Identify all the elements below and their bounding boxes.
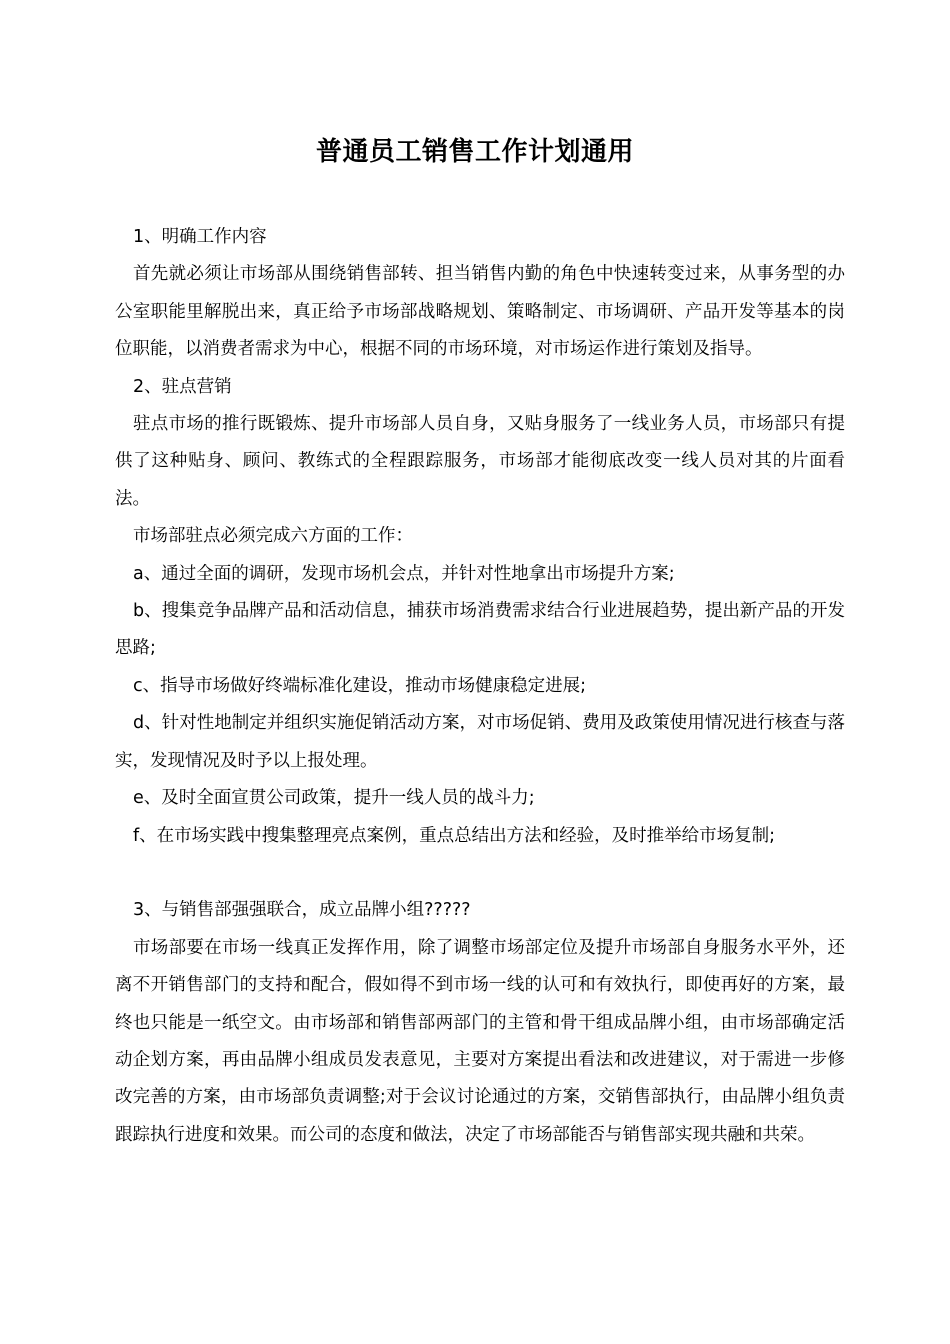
page-title: 普通员工销售工作计划通用 [315,137,634,167]
section-heading-1: 1、明确工作内容 [133,227,267,247]
list-item-e: e、及时全面宣贯公司政策，提升一线人员的战斗力; [133,788,535,809]
section-heading-2: 2、驻点营销 [133,376,232,397]
list-item-d: d、针对性地制定并组织实施促销活动方案，对市场促销、费用及政策使用情况进行核查与落实，发现情况及时予以上报处理。 [115,713,845,771]
paragraph: 首先就必须让市场部从围绕销售部转、担当销售内勤的角色中快速转变过来，从事务型的办公室职能里解脱出来，真正给予市场部战略规划、策略制定、市场调研、产品开发等基本的岗位职能，以消费者需求为中心，根据不同的市场环境，对市场运作进行策划及指导。 [115,264,845,360]
section-heading-3: 3、与销售部强强联合，成立品牌小组????? [133,900,471,921]
list-item-c: c、指导市场做好终端标准化建设，推动市场健康稳定进展; [133,675,587,696]
list-item-f: f、在市场实践中搜集整理亮点案例，重点总结出方法和经验，及时推举给市场复制; [133,825,776,846]
list-item-b: b、搜集竞争品牌产品和活动信息，捕获市场消费需求结合行业进展趋势，提出新产品的开发思路; [115,601,845,659]
paragraph: 驻点市场的推行既锻炼、提升市场部人员自身，又贴身服务了一线业务人员，市场部只有提供了这种贴身、顾问、教练式的全程跟踪服务，市场部才能彻底改变一线人员对其的片面看法。 [115,414,845,509]
blank-line [115,855,845,892]
document-body [115,219,845,1154]
list-item-a: a、通过全面的调研，发现市场机会点，并针对性地拿出市场提升方案; [133,563,675,584]
paragraph: 市场部驻点必须完成六方面的工作： [133,526,413,547]
paragraph: 市场部要在市场一线真正发挥作用，除了调整市场部定位及提升市场部自身服务水平外，还离不开销售部门的支持和配合，假如得不到市场一线的认可和有效执行，即使再好的方案，最终也只能是一纸空文。由市场部和销售部两部门的主管和骨干组成品牌小组，由市场部确定活动企划方案，再由品牌小组成员发表意见，主要对方案提出看法和改进建议，对于需进一步修改完善的方案，由市场部负责调整;对于会议讨论通过的方案，交销售部执行，由品牌小组负责跟踪执行进度和效果。而公司的态度和做法，决定了市场部能否与销售部实现共融和共荣。 [115,937,845,1145]
